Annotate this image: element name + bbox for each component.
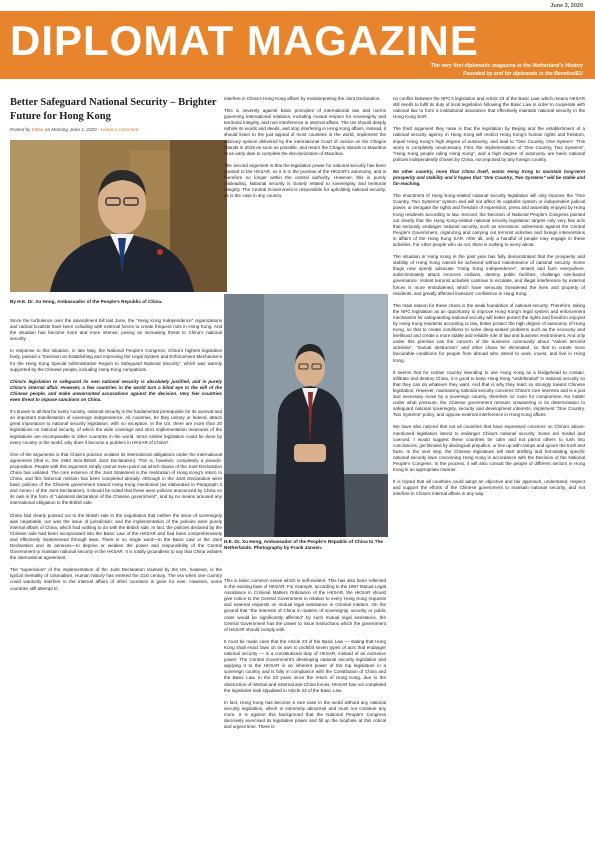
paragraph: Since the turbulence over the amendment bill last June, the “Hong Kong Independence” organizations and radical localists have been colluding with external forces to create frequent riots in Hong Kong. And the situation has become more and more intense, posing an increasing threat to China’s national security.	[10, 318, 222, 342]
article-column-1	[10, 318, 222, 598]
paragraph: It seems that for certain country intending to use Hong Kong as a bridgehead to contain, infiltrate and destroy China, it is good to keep Hong Kong “undefended” in national security so that they can do whatever they want. And that is why they react so strongly toward Chinese legislation. However, maintaining national security concerns China’s core interests and is a just and necessary move by a sovereign country, therefore no room for compromise. No matter under what pressure, the Chinese government remains unwavering in its determination to safeguard national sovereignty, security and development interests, implement “One Country, Two Systems” policy, and oppose external interference in Hong Kong affairs.	[393, 369, 585, 418]
magazine-subtagline: Founded by and for diplomats in the Benelux/EU	[463, 71, 583, 77]
paragraph: The situation in Hong Kong in the past year has fully demonstrated that the prosperity and stability of Hong Kong cannot be achieved without maintenance of national security. Some thugs now openly advocate “Hong Kong independence”, smash and burn everywhere, indiscriminately attack innocent civilians, destroy public facilities, challenge rule-based governance. Violent terrorist activities continue to escalate, and illegal interference by external forces is more emboldened, which have seriously threatened the lives and property of residents, and greatly affected investors’ confidence in Hong Kong.	[393, 254, 585, 296]
article-column-2-bottom	[224, 578, 386, 736]
article-column-2-top	[224, 96, 386, 205]
paragraph: The “supervision” of the implementation of the Joint Declaration claimed by the UK, however, is the typical mentality of colonialism. Human history has entered the 21st century. The era when one country could wantonly interfere in the internal affairs of other countries is gone for ever. However, some countries still attempt to	[10, 567, 222, 591]
paragraph: One of the arguments is that China’s practice violates its international obligations under the international agreement (that is, the 1984 Sino-British Joint Declaration). This is, however, completely a pseudo-proposition. People with this argument simply cannot even point out which clause of the Joint Declaration China has violated. The core essence of the Joint Statement is the realization of Hong Kong’s return to China, and this historical mission has been completed already. Although in the Joint Declaration were basic policies of the Chinese government toward Hong Kong mentioned (as elaborated in Paragraph 3 and Annex I of the Joint Declaration), it should be noted that these were policies announced by China on its own in the form of “unilateral declaration of the Chinese government”, and by no means aroused any international obligation to the British side.	[10, 451, 222, 506]
issue-date: June 3, 2020	[550, 3, 583, 9]
paragraph: The third argument they raise is that the legislation by Beijing and the establishment of a national security agency in Hong Kong will restrict Hong Kong’s human rights and freedom, impair Hong Kong’s high degree of autonomy, and lead to “One Country, One System”. This worry is completely unnecessary. First, the implementation of “One Country, Two Systems”, “Hong Kong people ruling Hong Kong”, and a high degree of autonomy are basic national policies independently chosen by China, not imposed by any foreign country.	[393, 126, 585, 162]
ambassador-standing-photo	[224, 294, 388, 537]
byline-prefix: Posted by	[10, 127, 31, 132]
paragraph: The second argument is that the legislative power for national security has been granted to the HKSAR, so it is in the purview of the HKSAR’s autonomy, and is therefore no longer within the central authority. However, this is purely misleading. National security is closely related to sovereignty and territorial integrity. The Central Government is responsible for upholding national security, as is the case in any country.	[224, 162, 386, 199]
paragraph: The main reason for these chaos is the weak foundation of national security. Therefore, taking the NPC legislation as an opportunity to improve Hong Kong’s legal system and enforcement mechanism for safeguarding national security will better protect the rights and freedom enjoyed by Hong Kong residents according to law, better protect the high degree of autonomy of Hong Kong, so that to create conditions to solve deep-seated problems such as the economy and livelihood and create a more stable and reliable rule of law and business environment. And only under this premise can the concern of the business community about “violent terrorist activities”, “mutual destruction” and other chaos be eliminated, so that to create more favourable conditions for people from abroad who intend to work, invest, and live in Hong Kong.	[393, 302, 585, 363]
author-link[interactable]: Editor	[31, 127, 44, 132]
paragraph: In fact, Hong Kong has become a rare case in the world without any national security legislation, which is extremely abnormal and must not continue any more. It is against this background that the National People’s Congress decisively exercised its legislative power and fill up the loophole at this critical and urgent time. There is	[224, 699, 386, 730]
paragraph: China had clearly pointed out to the British side in the negotiation that neither the issue of sovereignty was negotiable, nor was the issue of jurisdiction; and the implementation of the policies were purely internal affairs of China, which had nothing to do with the British side. In fact, the policies declared by the Chinese side had been incorporated into the Basic Law of the HKSAR and had been comprehensively and effectively implemented through laws. There is no single word—in the Basic Law or the Joint Declaration and its annexes—to deprive or weaken the power and responsibility of the Central Government to maintain national security in the HKSAR. It is totally groundless to say that China violates the international agreement.	[10, 512, 222, 561]
paragraph: It is hoped that all countries could adopt an objective and fair approach, understand, respect and support the efforts of the Chinese government to maintain national security, and not interfere in China’s internal affairs in any way.	[393, 479, 585, 497]
magazine-tagline: The very first diplomatic magazine in the Netherland’s History	[430, 63, 583, 69]
paragraph: no conflict between the NPC’s legislation and Article 23 of the Basic Law, which means HKSAR still needs to fulfil its duty of local legislation following the Basic Law in order to cooperate with national law to form a institutional assurance that effectively maintain national security in the Hong Kong SAR.	[393, 96, 585, 120]
paragraph: The enactment of Hong Kong-related national security legislation will only improve the “One Country, Two Systems” system and will not affect its capitalist system or independent judicial power, or derogate the rights and freedom of expression, press and assembly enjoyed by Hong Kong residents according to law. Second, the Decision of National People’s Congress pointed out clearly that the Hong Kong-related national security legislation targets only very few acts that seriously endanger national security, such as secession, subversion against the Central People’s Government, organizing and carrying out terrorist activities and foreign interventions in affairs of the Hong Kong SAR. After all, only a handful of people may engage in these activities. For other people who do not, there is nothing to worry about.	[393, 193, 585, 247]
paragraph: This is severely against basic principles of international law and norms governing international relations, including mutual respect for sovereignty and territorial integrity, and non-interference in internal affairs. The UK should deeply rethink its words and deeds, and stop interfering in Hong Kong affairs. Instead, it should listen to the just appeal of most countries in the world, implement the advisory opinion delivered by the International Court of Justice on the Chagos Islands in 2019 as soon as possible, and return the Chagos Islands to Mauritius at an early date to complete the decolonization of Mauritius.	[224, 108, 386, 156]
masthead	[0, 11, 595, 79]
byline-date: on Monday, June 1, 2020	[45, 127, 97, 132]
portrait-illustration	[10, 140, 227, 292]
standing-illustration	[224, 294, 388, 537]
magazine-title[interactable]: DIPLOMAT MAGAZINE	[10, 17, 479, 64]
ambassador-portrait-photo	[10, 140, 227, 292]
paragraph-emphasis: No other country, more than China itself, wants Hong Kong to maintain long-term prosperity and stability and it hopes that “One Country, Two Systems” will be stable and far-reaching.	[393, 168, 585, 187]
photo-caption-ambassador: By H.E. Dr. Xu Hong, Ambassador of the People’s Republic of China.	[10, 299, 163, 304]
photo-caption-standing: H.E. Dr. Xu Hong, Ambassador of the People’s Republic of China to The Netherlands. Photography by Frank Jansen.	[224, 539, 384, 551]
paragraph: This is basic common sense which is self-evident. This has also been reflected in the existing laws of HKSAR. For example, according to the 1997 Mutual Legal Assistance in Criminal Matters Ordinance of the HKSAR, the HKSAR should give notice to the Central Government in relation to every Hong Kong requests and external requests on mutual legal assistance in criminal matters. On the ground that “the interests of China in matters of sovereignty, security or public order would be significantly affected” by such mutual legal assistance, the Central Government has the power to issue instructions which the government of HKSAR should comply with.	[224, 578, 386, 632]
paragraph: We have also noticed that not all countries that have expressed concerns on China’s above-mentioned legislation intend to endanger China’s national security. Some are misled and coerced. I would suggest these countries be calm and not parrot others to rush into conclusions, get blinded by ideological prejudice, or line up with camps and ignore the truth and facts. In the next step, the Chinese legislature will start drafting and formulating specific national security laws concerning Hong Kong in accordance with the Decision of the National People’s Congress. In the process, it will also consult the people of different sectors in Hong Kong in an appropriate manner.	[393, 424, 585, 473]
paragraph: It’s known to all that for every country, national security is the fundamental prerequisite for its survival and an important manifestation of sovereign independence. All countries, be they unitary or federal, attach great importance to national security legislation, with no exception. In the US, there are more than 20 legislations on national security, of which the wide coverage and strict implementation measures of the legislations are incomparable to other countries in the world. Since similar legislation could be done by every country in the world, why does it become a problem in HKSAR of China?	[10, 409, 222, 445]
paragraph: interfere in China’s Hong Kong affairs by misinterpreting the Joint Declaration.	[224, 96, 381, 101]
article-column-3	[393, 96, 585, 503]
paragraph-emphasis: China’s legislation to safeguard its own national security is absolutely justified, and is purely China’s internal affair. However, a few countries in the world turn a blind eye to the will of the Chinese people, and make unwarranted accusations against the decision. Very few countries even threat to impose sanctions on China.	[10, 378, 222, 403]
article-byline	[10, 127, 225, 132]
article-headline[interactable]: Better Safeguard National Security – Brighter Future for Hong Kong	[10, 97, 217, 122]
byline-separator: ·	[97, 127, 100, 132]
paragraph: It must be made clear that the Article 23 of the Basic Law — stating that Hong Kong shall enact laws on its own to prohibit seven types of acts that endanger national security — is a constitutional duty of HKSAR, instead of an exclusive power. The Central Government’s developing national security legislation and applying it to the HKSAR is an inherent power of the top legislature in a sovereign country and is fully in compliance with the Constitution of China and the Basic Law. In the 23 years since the return of Hong Kong, due to the obstruction of internal and external anti-China forces, HKSAR has not completed the legislative task stipulated in Article 23 of the Basic Law.	[224, 638, 387, 693]
comment-link[interactable]: Leave a Comment	[100, 127, 139, 132]
paragraph: In response to this situation, in late May, the National People’s Congress, China’s highest legislative body, passed a “Decision on Establishing and Improving the Legal System and Enforcement Mechanisms for the Hong Kong Special Administrative Region to Safeguard National Security”, which was warmly supported by the Chinese people, including Hong Kong compatriots.	[10, 348, 222, 372]
